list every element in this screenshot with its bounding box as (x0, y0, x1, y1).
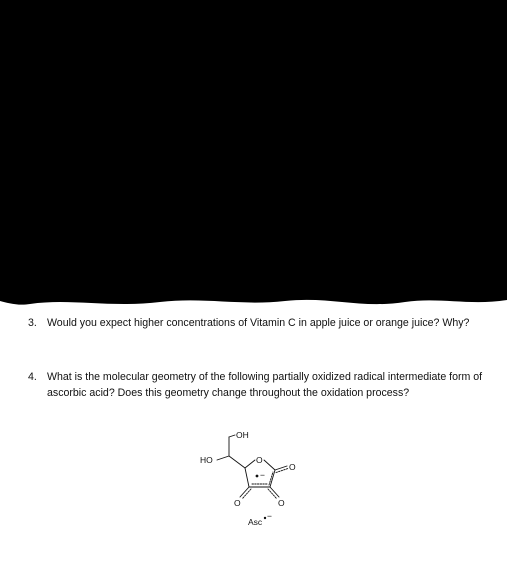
atom-ho: HO (200, 455, 213, 465)
question-number: 3. (28, 317, 37, 329)
atom-carbonyl-o: O (289, 462, 296, 472)
atom-oh: OH (236, 430, 249, 440)
atom-lower-left-o: O (234, 498, 241, 508)
question-number: 4. (28, 371, 37, 383)
question-3 (28, 315, 488, 331)
question-text: Would you expect higher concentrations of Vitamin C in apple juice or orange juice? Why? (47, 317, 470, 329)
radical-mark: − (260, 470, 265, 480)
molecule-label: Asc (248, 517, 263, 527)
question-4 (28, 369, 488, 401)
ascorbate-radical-structure (190, 424, 310, 534)
label-charge: − (267, 511, 272, 521)
atom-ring-o: O (256, 455, 263, 465)
atom-lower-right-o: O (278, 498, 285, 508)
label-radical-dot (264, 517, 266, 519)
question-text: What is the molecular geometry of the following partially oxidized radical intermediate form of ascorbic acid? Does this geometry change throughout the oxidation process? (47, 371, 483, 399)
radical-dot (256, 475, 259, 478)
